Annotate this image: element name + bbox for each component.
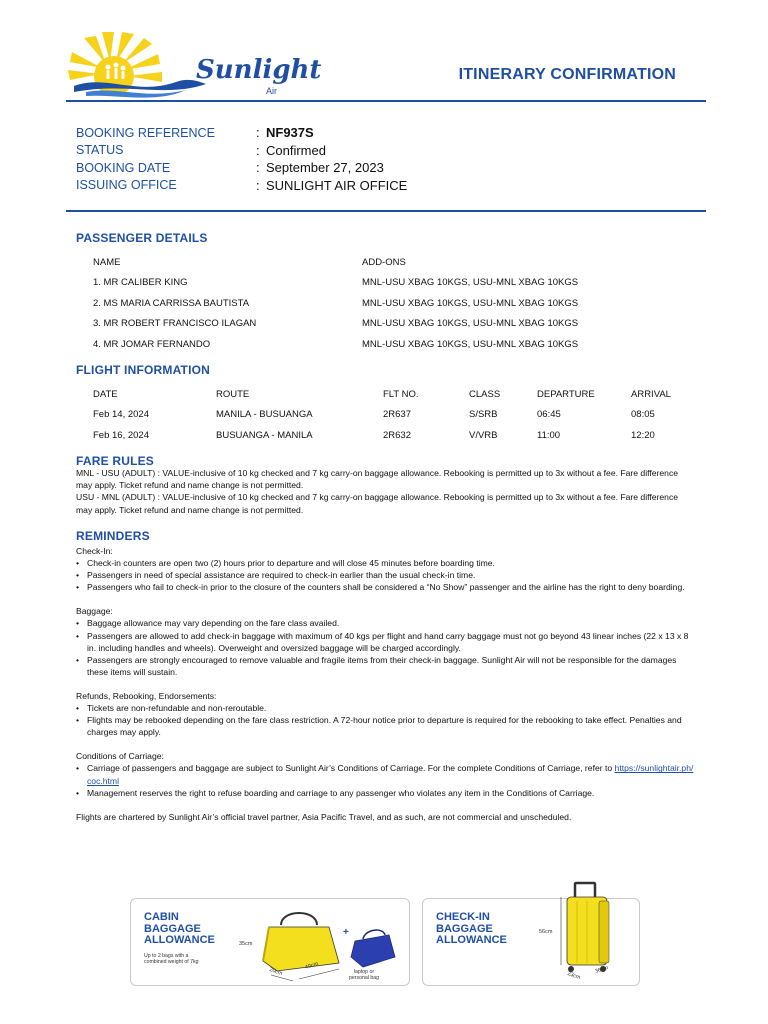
table-row: 1. MR CALIBER KING MNL-USU XBAG 10KGS, USU-MNL XBAG 10KGS xyxy=(93,277,579,289)
list-item: • Flights may be rebooked depending on the fare class restriction. A 72-hour notice prior to departure is required for the rebooking to take effect. Penalties and charges may apply. xyxy=(76,714,694,738)
fare-rules xyxy=(76,467,694,516)
list-item: • Management reserves the right to refuse boarding and carriage to any passenger who violates any item in the Conditions of Carriage. xyxy=(76,787,694,799)
booking-divider xyxy=(66,210,706,212)
checkin-depth-dimension: 23cm xyxy=(566,970,582,982)
baggage-list xyxy=(76,617,694,677)
cabin-depth-dimension: 20cm xyxy=(268,966,284,978)
booking-reference-label: BOOKING REFERENCE xyxy=(76,125,215,140)
coc-link[interactable]: https://sunlightair.ph/ coc.html xyxy=(87,763,694,786)
laptop-bag-label: laptop or personal bag xyxy=(349,969,379,981)
fare-rules-title: FARE RULES xyxy=(76,454,155,468)
sunlight-air-logo xyxy=(66,30,322,100)
sun-logo-icon xyxy=(66,30,322,102)
checkin-width-dimension: 36cm xyxy=(594,965,610,975)
refunds-list xyxy=(76,702,694,738)
table-row: 2. MS MARIA CARRISSA BAUTISTA MNL-USU XBAG 10KGS, USU-MNL XBAG 10KGS xyxy=(93,297,579,309)
checkin-baggage-card xyxy=(422,898,640,986)
list-item: • Baggage allowance may vary depending on the fare class availed. xyxy=(76,617,694,629)
brand-sub: Air xyxy=(266,86,277,96)
issuing-office-label: ISSUING OFFICE xyxy=(76,178,177,193)
passenger-table xyxy=(93,252,653,355)
table-row: Feb 16, 2024 BUSUANGA - MANILA 2R632 V/VRB 11:00 12:20 xyxy=(93,429,655,441)
carriage-title: Conditions of Carriage: xyxy=(76,751,164,762)
cabin-baggage-card xyxy=(130,898,410,986)
plus-icon: + xyxy=(343,927,349,938)
refunds-title: Refunds, Rebooking, Endorsements: xyxy=(76,690,217,701)
issuing-office-value: SUNLIGHT AIR OFFICE xyxy=(266,177,408,193)
carriage-list xyxy=(76,762,694,798)
reminders xyxy=(76,545,694,823)
baggage-title: Baggage: xyxy=(76,606,113,617)
status-value: Confirmed xyxy=(266,142,326,158)
charter-note: Flights are chartered by Sunlight Air’s official travel partner, Asia Pacific Travel, and as such, are not commercial and unscheduled. xyxy=(76,811,572,822)
status-label: STATUS xyxy=(76,143,124,158)
list-item: • Passengers in need of special assistance are required to check-in earlier than the usual check-in time. xyxy=(76,569,694,581)
header-divider xyxy=(66,100,706,102)
checkin-title: Check-In: xyxy=(76,546,113,556)
table-row: 4. MR JOMAR FERNANDO MNL-USU XBAG 10KGS, USU-MNL XBAG 10KGS xyxy=(93,338,579,350)
list-item: • Passengers who fail to check-in prior to the closure of the counters shall be considered a “No Show” passenger and the airline has the right to deny boarding. xyxy=(76,581,694,593)
list-item: • Carriage of passengers and baggage are subject to Sunlight Air’s Conditions of Carriage. For the complete Conditions of Carriage, refer to https://sunlightair.ph/ coc.html xyxy=(76,762,694,786)
list-item: • Check-in counters are open two (2) hours prior to departure and will close 45 minutes before boarding time. xyxy=(76,557,694,569)
document-title: ITINERARY CONFIRMATION xyxy=(458,66,676,83)
checkin-height-dimension: 56cm xyxy=(539,929,553,935)
table-row: 3. MR ROBERT FRANCISCO ILAGAN MNL-USU XBAG 10KGS, USU-MNL XBAG 10KGS xyxy=(93,318,579,330)
passenger-table-header: NAME ADD-ONS xyxy=(93,256,406,268)
flight-table xyxy=(93,384,693,446)
booking-date-label: BOOKING DATE xyxy=(76,160,171,175)
list-item: • Passengers are allowed to add check-in baggage with maximum of 40 kgs per flight and hand carry baggage must not go beyond 43 linear inches (22 x 13 x 8 in. including handles and wheels). Overweight and oversized baggage will be charged accordingly. xyxy=(76,630,694,654)
fare-rule-return: USU - MNL (ADULT) : VALUE-inclusive of 10 kg checked and 7 kg carry-on baggage allowance. Rebooking is permitted up to 3x without a fee. Fare difference may apply. Ticket refund and name change is not permitted. xyxy=(76,492,679,515)
brand-name: Sunlight xyxy=(196,55,322,85)
cabin-baggage-title: CABIN BAGGAGE ALLOWANCE xyxy=(144,911,215,946)
checkin-list xyxy=(76,557,694,593)
passenger-details-title: PASSENGER DETAILS xyxy=(76,231,208,245)
flight-information-title: FLIGHT INFORMATION xyxy=(76,363,211,377)
booking-reference-value: NF937S xyxy=(266,125,314,141)
booking-info xyxy=(76,124,676,194)
fare-rule-outbound: MNL - USU (ADULT) : VALUE-inclusive of 10 kg checked and 7 kg carry-on baggage allowance. Rebooking is permitted up to 3x without a fee. Fare difference may apply. Ticket refund and name change is not permitted. xyxy=(76,468,679,491)
status-row: STATUS : Confirmed xyxy=(76,142,326,158)
cabin-width-dimension: 40cm xyxy=(304,961,320,971)
reminders-title: REMINDERS xyxy=(76,529,150,543)
booking-reference-row: BOOKING REFERENCE : NF937S xyxy=(76,125,314,141)
booking-date-value: September 27, 2023 xyxy=(266,160,384,176)
cabin-weight-note: Up to 2 bags with a combined weight of 7kg xyxy=(144,953,199,965)
cabin-height-dimension: 35cm xyxy=(239,941,253,947)
booking-date-row: BOOKING DATE : September 27, 2023 xyxy=(76,160,384,176)
header xyxy=(66,30,706,102)
list-item: • Tickets are non-refundable and non-reroutable. xyxy=(76,702,694,714)
flight-table-header: DATE ROUTE FLT NO. CLASS DEPARTURE ARRIVAL xyxy=(93,388,671,400)
checkin-baggage-title: CHECK-IN BAGGAGE ALLOWANCE xyxy=(436,911,507,946)
list-item: • Passengers are strongly encouraged to remove valuable and fragile items from their check-in baggage. Sunlight Air will not be responsible for the damages these items will sustain. xyxy=(76,654,694,678)
table-row: Feb 14, 2024 MANILA - BUSUANGA 2R637 S/SRB 06:45 08:05 xyxy=(93,409,655,421)
issuing-office-row: ISSUING OFFICE : SUNLIGHT AIR OFFICE xyxy=(76,177,408,193)
